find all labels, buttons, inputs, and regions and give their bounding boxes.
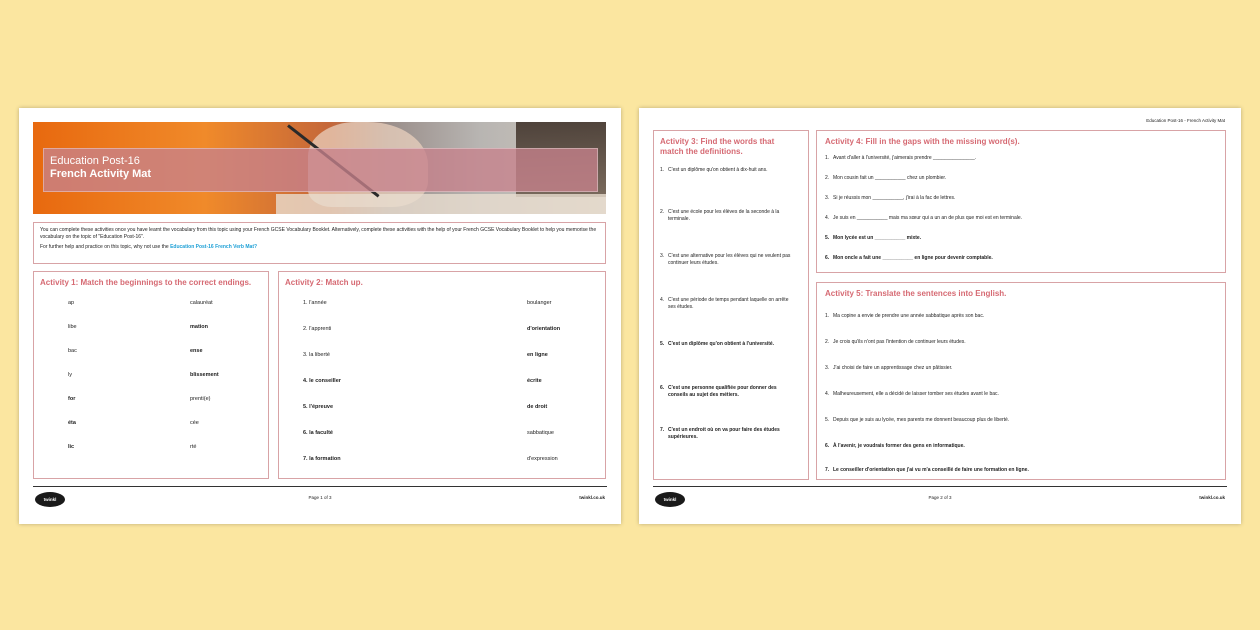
- match-left: 7. la formation: [303, 456, 341, 462]
- gap-fill-text: Mon lycée est un ___________ mixte.: [833, 235, 922, 241]
- word-ending: blissement: [190, 372, 219, 378]
- site-url: twinkl.co.uk: [579, 495, 605, 500]
- word-beginning: lic: [68, 444, 75, 450]
- translation-text: Ma copine a envie de prendre une année sabbatique après son bac.: [833, 313, 985, 319]
- gap-fill-text: Mon cousin fait un ___________ chez un plombier.: [833, 175, 947, 181]
- gap-fill-text: Je suis en ___________ mais ma sœur qui a un an de plus que moi est en terminale.: [833, 215, 1022, 221]
- item-number: 6.: [660, 385, 665, 391]
- item-number: 7.: [660, 427, 665, 433]
- translation-text: J'ai choisi de faire un apprentissage chez un pâtissier.: [833, 365, 953, 371]
- activity-1-title: Activity 1: Match the beginnings to the correct endings.: [40, 278, 252, 287]
- word-ending: cée: [190, 420, 199, 426]
- translation-text: Le conseiller d'orientation que j'ai vu m'a conseillé de faire une formation en ligne.: [833, 467, 1029, 473]
- translation-item: [825, 417, 1010, 423]
- definition-item: [660, 385, 796, 399]
- activity-5-title: Activity 5: Translate the sentences into English.: [825, 289, 1007, 298]
- word-beginning: ap: [68, 300, 75, 306]
- translation-text: Malheureusement, elle a décidé de laisser tomber ses études avant le bac.: [833, 391, 999, 397]
- gap-fill-item: [825, 155, 977, 161]
- item-number: 5.: [825, 235, 830, 241]
- translation-item: [825, 467, 1029, 473]
- word-beginning: éta: [68, 420, 76, 426]
- page-number: Page 2 of 3: [928, 495, 952, 500]
- word-ending: calauréat: [190, 300, 213, 306]
- banner-subtitle: Education Post-16: [50, 155, 140, 167]
- gap-fill-item: [825, 235, 922, 241]
- intro-box: [33, 222, 606, 264]
- definition-item: [660, 427, 796, 441]
- match-right: de droit: [527, 404, 548, 410]
- match-left: 5. l'épreuve: [303, 404, 334, 410]
- translation-item: [825, 443, 965, 449]
- gap-fill-item: [825, 195, 956, 201]
- gap-fill-item: [825, 215, 1022, 221]
- activity-4-title: Activity 4: Fill in the gaps with the missing word(s).: [825, 137, 1020, 146]
- definition-text: C'est une alternative pour les élèves qui ne veulent pas continuer leurs études.: [668, 253, 791, 266]
- definition-item: [660, 167, 796, 174]
- definition-text: C'est un diplôme qu'on obtient à dix-huit ans.: [668, 167, 768, 173]
- worksheet-page-2: [639, 108, 1241, 524]
- match-right: sabbatique: [527, 430, 554, 436]
- page-number: Page 1 of 3: [308, 495, 332, 500]
- activity-5-box: [816, 282, 1226, 480]
- item-number: 6.: [825, 443, 830, 449]
- word-beginning: libe: [68, 324, 77, 330]
- match-left: 4. le conseiller: [303, 378, 341, 384]
- activity-4-box: [816, 130, 1226, 273]
- match-right: d'orientation: [527, 326, 561, 332]
- item-number: 2.: [660, 209, 665, 215]
- definition-text: C'est un endroit où on va pour faire des études supérieures.: [668, 427, 780, 440]
- translation-item: [825, 339, 966, 345]
- site-url: twinkl.co.uk: [1199, 495, 1225, 500]
- verb-mat-link[interactable]: Education Post-16 French Verb Mat?: [170, 244, 258, 250]
- definition-text: C'est une école pour les élèves de la seconde à la terminale.: [668, 209, 780, 222]
- translation-text: Depuis que je suis au lycée, mes parents me donnent beaucoup plus de liberté.: [833, 417, 1010, 423]
- definition-item: [660, 253, 796, 267]
- item-number: 3.: [660, 253, 665, 259]
- item-number: 5.: [825, 417, 830, 423]
- header-banner: [33, 122, 606, 214]
- item-number: 4.: [825, 215, 830, 221]
- gap-fill-text: Mon oncle a fait une ___________ en ligne pour devenir comptable.: [833, 255, 993, 261]
- match-left: 1. l'année: [303, 300, 327, 306]
- word-ending: mation: [190, 324, 209, 330]
- activity-2-title: Activity 2: Match up.: [285, 278, 363, 287]
- match-right: d'expression: [527, 456, 558, 462]
- page-header: Education Post-16 - French Activity Mat: [1146, 118, 1225, 123]
- translation-item: [825, 313, 985, 319]
- banner-title-box: [43, 148, 598, 192]
- gap-fill-text: Avant d'aller à l'université, j'aimerais prendre _______________.: [833, 155, 977, 161]
- translation-item: [825, 365, 953, 371]
- match-left: 3. la liberté: [303, 352, 330, 358]
- item-number: 5.: [660, 341, 665, 347]
- item-number: 3.: [825, 365, 830, 371]
- item-number: 6.: [825, 255, 830, 261]
- word-beginning: for: [68, 396, 76, 402]
- item-number: 3.: [825, 195, 830, 201]
- match-right: en ligne: [527, 352, 548, 358]
- item-number: 4.: [825, 391, 830, 397]
- activity-3-box: [653, 130, 809, 480]
- page-footer: [653, 486, 1227, 510]
- translation-text: À l'avenir, je voudrais former des gens en informatique.: [833, 443, 965, 449]
- word-beginning: bac: [68, 348, 77, 354]
- match-left: 2. l'apprenti: [303, 326, 332, 332]
- twinkl-logo: twinkl: [35, 492, 65, 507]
- match-right: boulanger: [527, 300, 552, 306]
- word-ending: prenti(e): [190, 396, 211, 402]
- item-number: 1.: [825, 313, 830, 319]
- item-number: 4.: [660, 297, 665, 303]
- word-beginning: ly: [68, 372, 72, 378]
- gap-fill-item: [825, 255, 993, 261]
- translation-text: Je crois qu'ils n'ont pas l'intention de continuer leurs études.: [833, 339, 966, 345]
- page-footer: [33, 486, 607, 510]
- definition-item: [660, 341, 796, 348]
- banner-title: French Activity Mat: [50, 168, 152, 180]
- item-number: 7.: [825, 467, 830, 473]
- activity-1-box: [33, 271, 269, 479]
- gap-fill-text: Si je réussis mon ___________, j'irai à la fac de lettres.: [833, 195, 956, 201]
- intro-further-help: [40, 244, 599, 251]
- twinkl-logo: twinkl: [655, 492, 685, 507]
- activity-3-title-line-1: Activity 3: Find the words that: [660, 137, 775, 146]
- activity-2-box: [278, 271, 606, 479]
- match-left: 6. la faculté: [303, 430, 333, 436]
- translation-item: [825, 391, 999, 397]
- item-number: 1.: [660, 167, 665, 173]
- definition-text: C'est une personne qualifiée pour donner des conseils au sujet des métiers.: [668, 385, 777, 398]
- word-ending: ense: [190, 348, 203, 354]
- word-ending: rté: [190, 444, 197, 450]
- item-number: 1.: [825, 155, 830, 161]
- definition-item: [660, 297, 796, 311]
- item-number: 2.: [825, 339, 830, 345]
- gap-fill-item: [825, 175, 947, 181]
- banner-desk-image: [276, 194, 606, 214]
- definition-text: C'est un diplôme qu'on obtient à l'université.: [668, 341, 775, 347]
- match-right: écrite: [527, 378, 542, 384]
- activity-3-title-line-2: match the definitions.: [660, 147, 743, 156]
- worksheet-page-1: [19, 108, 621, 524]
- item-number: 2.: [825, 175, 830, 181]
- intro-further-text: For further help and practice on this topic, why not use the: [40, 244, 171, 250]
- intro-text: You can complete these activities once you have learnt the vocabulary from this topic using your French GCSE Vocabulary Booklet. Alternatively, complete these activities with the help of your French GCSE Vocabulary Booklet to help you memorise the vocabulary on the topic of "Education Post-16".: [40, 227, 597, 240]
- definition-item: [660, 209, 796, 223]
- definition-text: C'est une période de temps pendant laquelle on arrête ses études.: [668, 297, 789, 310]
